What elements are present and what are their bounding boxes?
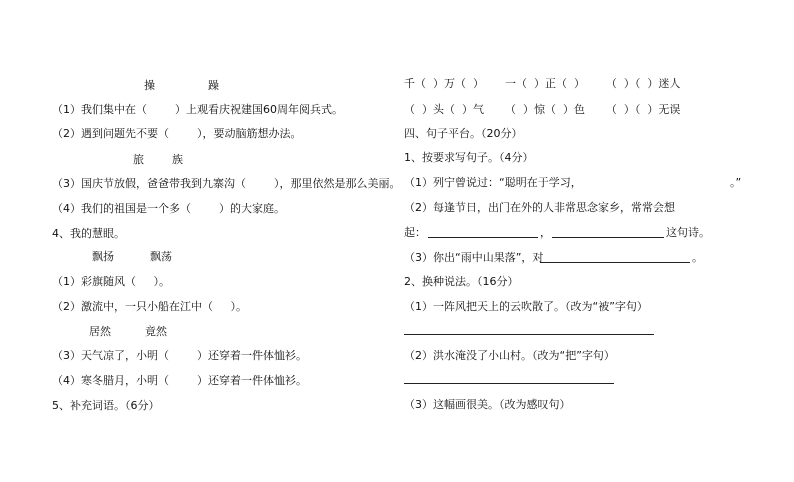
- word-pair-2-b: 族: [172, 153, 183, 166]
- answer-blank-2b[interactable]: [552, 237, 664, 238]
- rewrite-2-line-b-start: 起：: [404, 226, 426, 239]
- word-pair-1-a: 操: [144, 79, 155, 92]
- word-pair-3-b: 飘荡: [150, 250, 172, 263]
- question-2-heading: 2、换种说法。（16分）: [404, 275, 519, 288]
- sentence-6: （2）激流中，一只小船在江中（ ）。: [52, 300, 247, 313]
- word-pair-1-b: 躁: [208, 79, 219, 92]
- idiom-row-2: （ ）头（ ）气 （ ）惊（ ）色 （ ）（ ）无误: [404, 103, 681, 116]
- word-pair-3-a: 飘扬: [92, 250, 114, 263]
- answer-line-2[interactable]: [404, 383, 614, 384]
- rewrite-1-end: 。”: [730, 176, 742, 189]
- change-2: （2）洪水淹没了小山村。（改为“把”字句）: [404, 349, 615, 362]
- sentence-3: （3）国庆节放假，爸爸带我到九寨沟（ ），那里依然是那么美丽。: [52, 177, 401, 190]
- answer-line-1[interactable]: [404, 334, 654, 335]
- word-pair-2-a: 旅: [133, 153, 144, 166]
- question-5-heading: 5、补充词语。（6分）: [52, 399, 160, 412]
- idiom-row-1: 千（ ）万（ ） 一（ ）正（ ） （ ）（ ）迷人: [404, 77, 681, 90]
- section-4-heading: 四、句子平台。（20分）: [404, 127, 523, 140]
- rewrite-1: （1）列宁曾说过：“聪明在于学习，: [404, 176, 582, 189]
- rewrite-2-comma: ，: [540, 226, 551, 239]
- word-pair-4-b: 竟然: [145, 325, 167, 338]
- sentence-8: （4）寒冬腊月，小明（ ）还穿着一件体恤衫。: [52, 374, 307, 387]
- rewrite-2-end: 这句诗。: [666, 226, 710, 239]
- change-3: （3）这幅画很美。（改为感叹句）: [404, 398, 571, 411]
- rewrite-2-line-a: （2）每逢节日，出门在外的人非常思念家乡，常常会想: [404, 201, 675, 214]
- sentence-4: （4）我们的祖国是一个多（ ）的大家庭。: [52, 202, 285, 215]
- sentence-5: （1）彩旗随风（ ）。: [52, 275, 170, 288]
- answer-blank-2a[interactable]: [428, 237, 538, 238]
- answer-blank-3[interactable]: [540, 262, 690, 263]
- question-1-heading: 1、按要求写句子。（4分）: [404, 151, 534, 164]
- change-1: （1）一阵风把天上的云吹散了。（改为“被”字句）: [404, 300, 648, 313]
- rewrite-3: （3）你出“雨中山果落”，对: [404, 251, 544, 264]
- question-4-heading: 4、我的慧眼。: [52, 227, 125, 240]
- sentence-1: （1）我们集中在（ ）上观看庆祝建国60周年阅兵式。: [52, 103, 343, 116]
- rewrite-3-end: 。: [692, 251, 703, 264]
- sentence-7: （3）天气凉了，小明（ ）还穿着一件体恤衫。: [52, 349, 307, 362]
- sentence-2: （2）遇到问题先不要（ ），要动脑筋想办法。: [52, 127, 302, 140]
- word-pair-4-a: 居然: [89, 325, 111, 338]
